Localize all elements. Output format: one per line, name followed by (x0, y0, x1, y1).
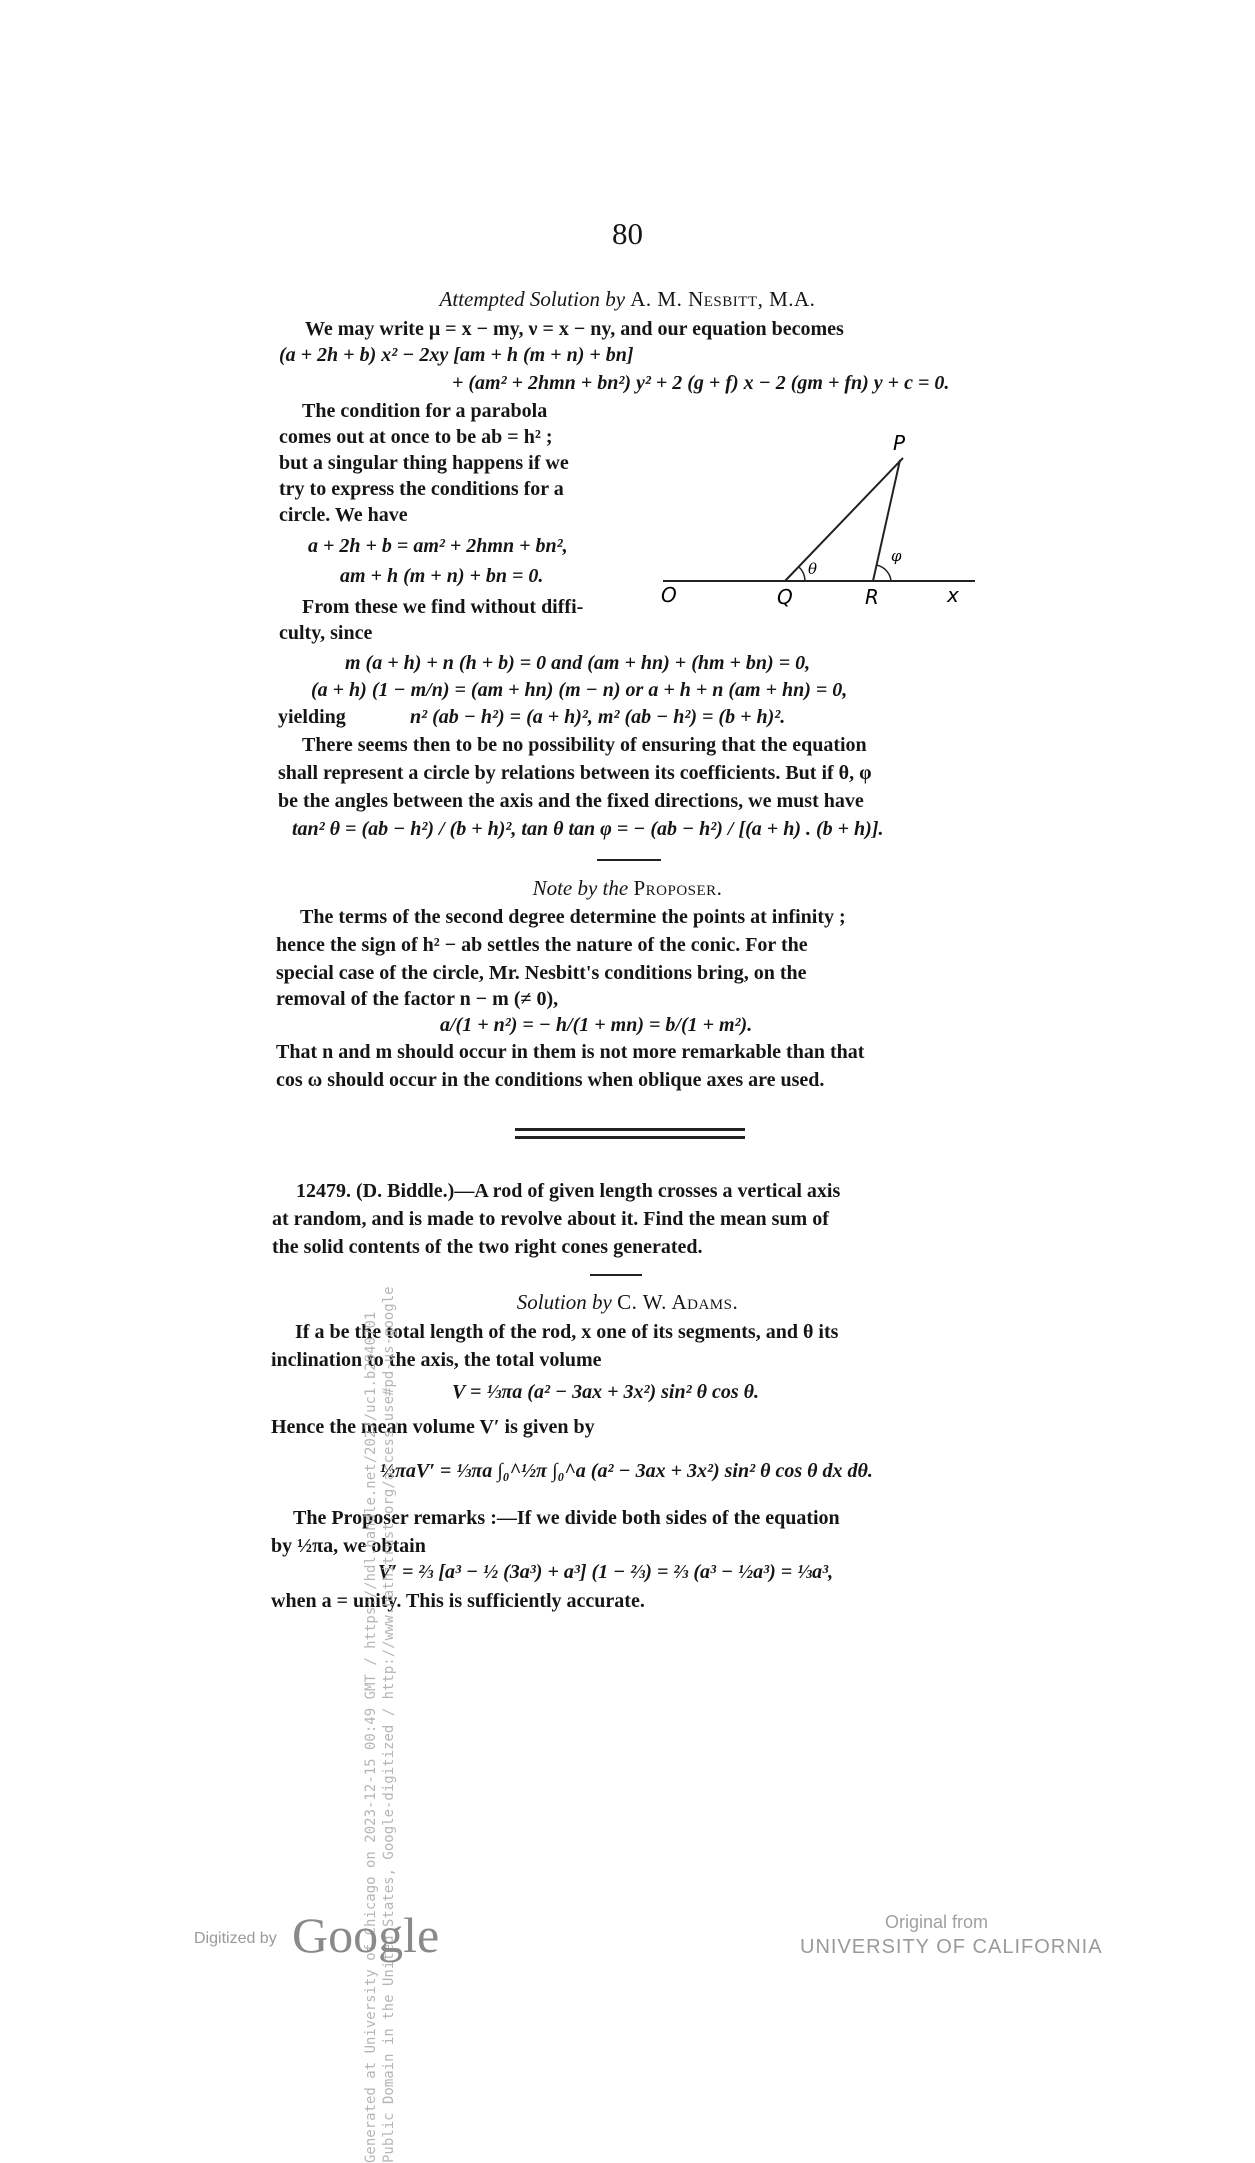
equation: n² (ab − h²) = (a + h)², m² (ab − h²) = (b + h)². (410, 706, 786, 728)
text-line: The condition for a parabola (302, 400, 548, 422)
text-line: the solid contents of the two right cones generated. (272, 1236, 703, 1258)
equation: am + h (m + n) + bn = 0. (340, 565, 544, 587)
equation: a/(1 + n²) = − h/(1 + mn) = b/(1 + m²). (440, 1014, 753, 1036)
section-rule (590, 1274, 642, 1276)
text-line: The terms of the second degree determine the points at infinity ; (300, 906, 846, 928)
text-line: be the angles between the axis and the fixed directions, we must have (278, 790, 864, 812)
text-line: circle. We have (279, 504, 408, 526)
text-line: There seems then to be no possibility of ensuring that the equation (302, 734, 867, 756)
label-x: x (947, 583, 959, 607)
equation: (a + 2h + b) x² − 2xy [am + h (m + n) + bn] (279, 344, 634, 366)
text-line: yielding (278, 706, 346, 728)
equation: tan² θ = (ab − h²) / (b + h)², tan θ tan φ = − (ab − h²) / [(a + h) . (b + h)]. (292, 818, 884, 840)
equation: + (am² + 2hmn + bn²) y² + 2 (g + f) x − 2 (gm + fn) y + c = 0. (452, 372, 950, 394)
text-line: at random, and is made to revolve about it. Find the mean sum of (272, 1208, 829, 1230)
equation: ½πaV′ = ⅓πa ∫₀^½π ∫₀^a (a² − 3ax + 3x²) sin² θ cos θ dx dθ. (380, 1460, 873, 1482)
section-rule (597, 859, 661, 861)
label-P: P (893, 431, 906, 455)
university-label: UNIVERSITY OF CALIFORNIA (800, 1936, 1103, 1958)
equation: a + 2h + b = am² + 2hmn + bn², (308, 535, 568, 557)
note-heading-author: Proposer. (633, 876, 723, 900)
solution2-heading-italic: Solution by (516, 1290, 612, 1314)
text-line: That n and m should occur in them is not more remarkable than that (276, 1041, 865, 1063)
note-heading (0, 876, 1255, 901)
line-QP (785, 458, 903, 581)
equation: V′ = ⅔ [a³ − ½ (3a³) + a³] (1 − ⅔) = ⅔ (a³ − ½a³) = ⅓a³, (378, 1561, 834, 1583)
margin-notice-line2: Public Domain in the United States, Google-digitized / http://www.hathitrust.org/access_use#pd-us-google (381, 1286, 397, 2163)
theta-arc (799, 567, 805, 581)
phi-arc (876, 565, 891, 581)
text-line: The Proposer remarks :—If we divide both sides of the equation (293, 1507, 840, 1529)
label-O: O (661, 583, 677, 607)
text-line: culty, since (279, 622, 373, 644)
equation: (a + h) (1 − m/n) = (am + hn) (m − n) or a + h + n (am + hn) = 0, (311, 679, 848, 701)
text-line: Hence the mean volume V′ is given by (271, 1416, 595, 1438)
double-rule-bottom (515, 1136, 745, 1139)
margin-notice-line1: Generated at University of Chicago on 2023-12-15 00:49 GMT / https://hdl.handle.net/2027/uc1.b2940701 (363, 1311, 379, 2163)
text-line: We may write μ = x − my, ν = x − ny, and our equation becomes (305, 318, 844, 340)
text-line: cos ω should occur in the conditions when oblique axes are used. (276, 1069, 825, 1091)
text-line: From these we find without diffi- (302, 596, 584, 618)
solution-heading-author: A. M. Nesbitt, M.A. (630, 287, 816, 311)
equation: m (a + h) + n (h + b) = 0 and (am + hn) + (hm + bn) = 0, (345, 652, 811, 674)
problem-text: (D. Biddle.)—A rod of given length crosses a vertical axis (356, 1180, 841, 1202)
text-line: by ½πa, we obtain (271, 1535, 426, 1557)
page-number: 80 (612, 216, 643, 251)
original-from-label: Original from (885, 1912, 989, 1932)
text-line: when a = unity. This is sufficiently accurate. (271, 1590, 645, 1612)
problem-number: 12479. (296, 1180, 351, 1202)
text-line: comes out at once to be ab = h² ; (279, 426, 553, 448)
label-theta: θ (808, 560, 818, 578)
solution-heading (0, 287, 1255, 312)
google-logo: Google (292, 1907, 440, 1963)
text-line: shall represent a circle by relations between its coefficients. But if θ, φ (278, 762, 872, 784)
digitized-by-label: Digitized by (194, 1930, 277, 1947)
text-line: hence the sign of h² − ab settles the nature of the conic. For the (276, 934, 808, 956)
solution-heading-italic: Attempted Solution by (439, 287, 626, 311)
solution2-heading-author: C. W. Adams. (617, 1290, 739, 1314)
equation: V = ⅓πa (a² − 3ax + 3x²) sin² θ cos θ. (452, 1381, 760, 1403)
label-R: R (865, 585, 879, 609)
label-Q: Q (777, 585, 793, 609)
double-rule-top (515, 1128, 745, 1131)
note-heading-italic: Note by the (532, 876, 629, 900)
text-line: try to express the conditions for a (279, 478, 564, 500)
label-phi: φ (891, 547, 902, 565)
text-line: removal of the factor n − m (≠ 0), (276, 988, 559, 1010)
text-line: but a singular thing happens if we (279, 452, 569, 474)
text-line: If a be the total length of the rod, x one of its segments, and θ its (295, 1321, 839, 1343)
text-line: inclination to the axis, the total volume (271, 1349, 602, 1371)
solution2-heading (0, 1290, 1255, 1315)
text-line: special case of the circle, Mr. Nesbitt's conditions bring, on the (276, 962, 807, 984)
geometry-figure (655, 430, 995, 610)
